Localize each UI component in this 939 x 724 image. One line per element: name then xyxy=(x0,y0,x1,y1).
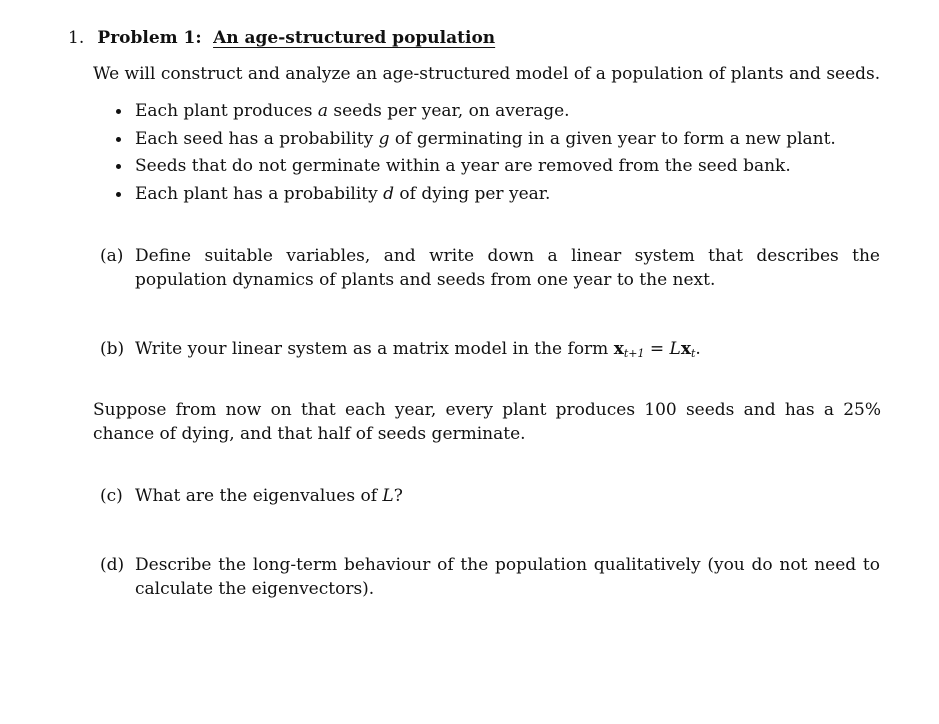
part-text: Write your linear system as a matrix model in the form $x_{t+1} = Lx_t$. xyxy=(135,339,701,360)
math-matrix: L xyxy=(669,339,681,359)
part-label: (d) xyxy=(100,555,125,575)
bullet-icon xyxy=(116,164,121,169)
intro-paragraph: We will construct and analyze an age-structured model of a population of plants and seeds. xyxy=(93,64,881,84)
math-variable: d xyxy=(383,183,394,204)
math-vector: x xyxy=(680,339,691,359)
assumption-list xyxy=(112,99,836,209)
part-text: What are the eigenvalues of L? xyxy=(135,486,403,506)
math-variable: a xyxy=(317,101,328,121)
bullet-icon xyxy=(116,109,121,114)
assumption-item: Each plant produces a seeds per year, on average. xyxy=(112,99,836,127)
part-label: (a) xyxy=(100,246,124,266)
part-d xyxy=(100,553,880,601)
math-variable: g xyxy=(378,128,390,149)
part-label: (c) xyxy=(100,486,123,506)
math-vector: x xyxy=(613,339,624,359)
part-c xyxy=(100,484,880,508)
assumption-item: Each plant has a probability d of dying per year. xyxy=(112,182,836,210)
problem-header xyxy=(68,26,495,50)
part-b xyxy=(100,337,880,361)
problem-label: Problem 1: xyxy=(97,28,202,48)
part-a xyxy=(100,244,880,292)
supposition-paragraph: Suppose from now on that each year, every plant produces 100 seeds and has a 25% chance of dying, and that half of seeds germinate. xyxy=(93,400,881,444)
part-text: Describe the long-term behaviour of the population qualitatively (you do not need to calculate the eigenvectors). xyxy=(135,555,880,599)
bullet-icon xyxy=(116,192,121,197)
problem-title: An age-structured population xyxy=(213,28,496,48)
problem-number: 1. xyxy=(68,28,85,48)
bullet-icon xyxy=(116,137,121,142)
assumption-item: Seeds that do not germinate within a year are removed from the seed bank. xyxy=(112,154,836,182)
math-matrix: L xyxy=(382,486,394,506)
assumption-item: Each seed has a probability g of germinating in a given year to form a new plant. xyxy=(112,127,836,155)
part-label: (b) xyxy=(100,339,125,359)
part-text: Define suitable variables, and write down a linear system that describes the population dynamics of plants and seeds from one year to the next. xyxy=(135,246,880,290)
